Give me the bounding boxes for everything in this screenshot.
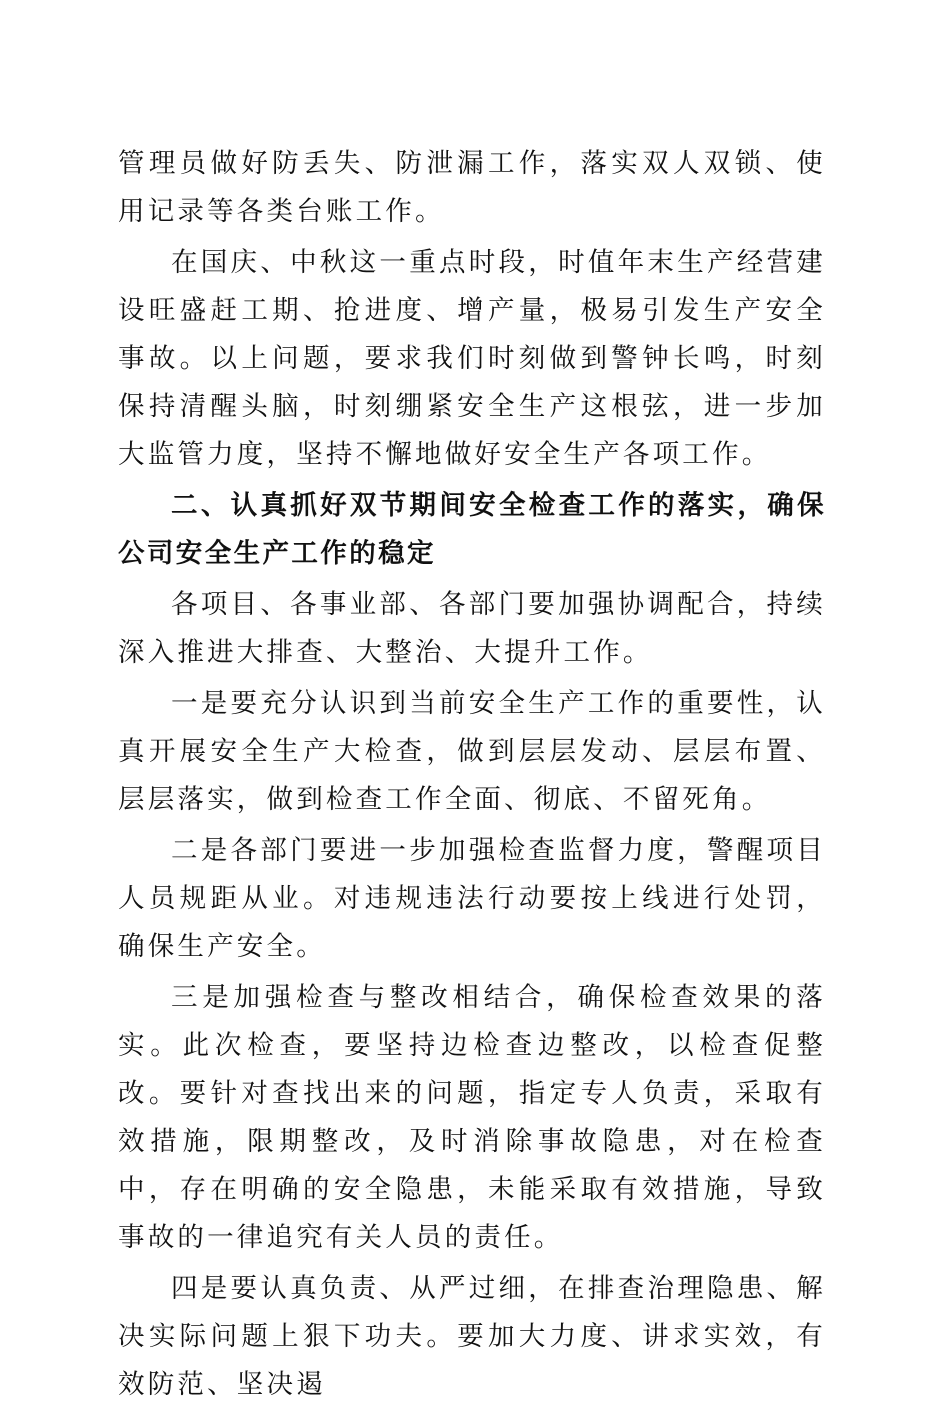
paragraph-point-one: 一是要充分认识到当前安全生产工作的重要性，认真开展安全生产大检查，做到层层发动、层层布置、层层落实，做到检查工作全面、彻底、不留死角。 — [118, 688, 826, 815]
paragraph-point-three: 三是加强检查与整改相结合，确保检查效果的落实。此次检查，要坚持边检查边整改，以检查促整改。要针对查找出来的问题，指定专人负责，采取有效措施，限期整改，及时消除事故隐患，对在检查中，存在明确的安全隐患，未能采取有效措施，导致事故的一律追究有关人员的责任。 — [118, 982, 826, 1253]
document-body — [118, 140, 826, 1409]
paragraph-holiday-risk: 在国庆、中秋这一重点时段，时值年末生产经营建设旺盛赶工期、抢进度、增产量，极易引发生产安全事故。以上问题，要求我们时刻做到警钟长鸣，时刻保持清醒头脑，时刻绷紧安全生产这根弦，进一步加大监管力度，坚持不懈地做好安全生产各项工作。 — [118, 247, 826, 470]
paragraph-continuation: 管理员做好防丢失、防泄漏工作，落实双人双锁、使用记录等各类台账工作。 — [118, 148, 826, 227]
section-heading-2: 二、认真抓好双节期间安全检查工作的落实，确保公司安全生产工作的稳定 — [118, 490, 826, 569]
paragraph-point-four: 四是要认真负责、从严过细，在排查治理隐患、解决实际问题上狠下功夫。要加大力度、讲求实效，有效防范、坚决遏 — [118, 1273, 826, 1400]
paragraph-point-two: 二是各部门要进一步加强检查监督力度，警醒项目人员规距从业。对违规违法行动要按上线进行处罚，确保生产安全。 — [118, 835, 826, 962]
paragraph-coordination: 各项目、各事业部、各部门要加强协调配合，持续深入推进大排查、大整治、大提升工作。 — [118, 589, 826, 668]
